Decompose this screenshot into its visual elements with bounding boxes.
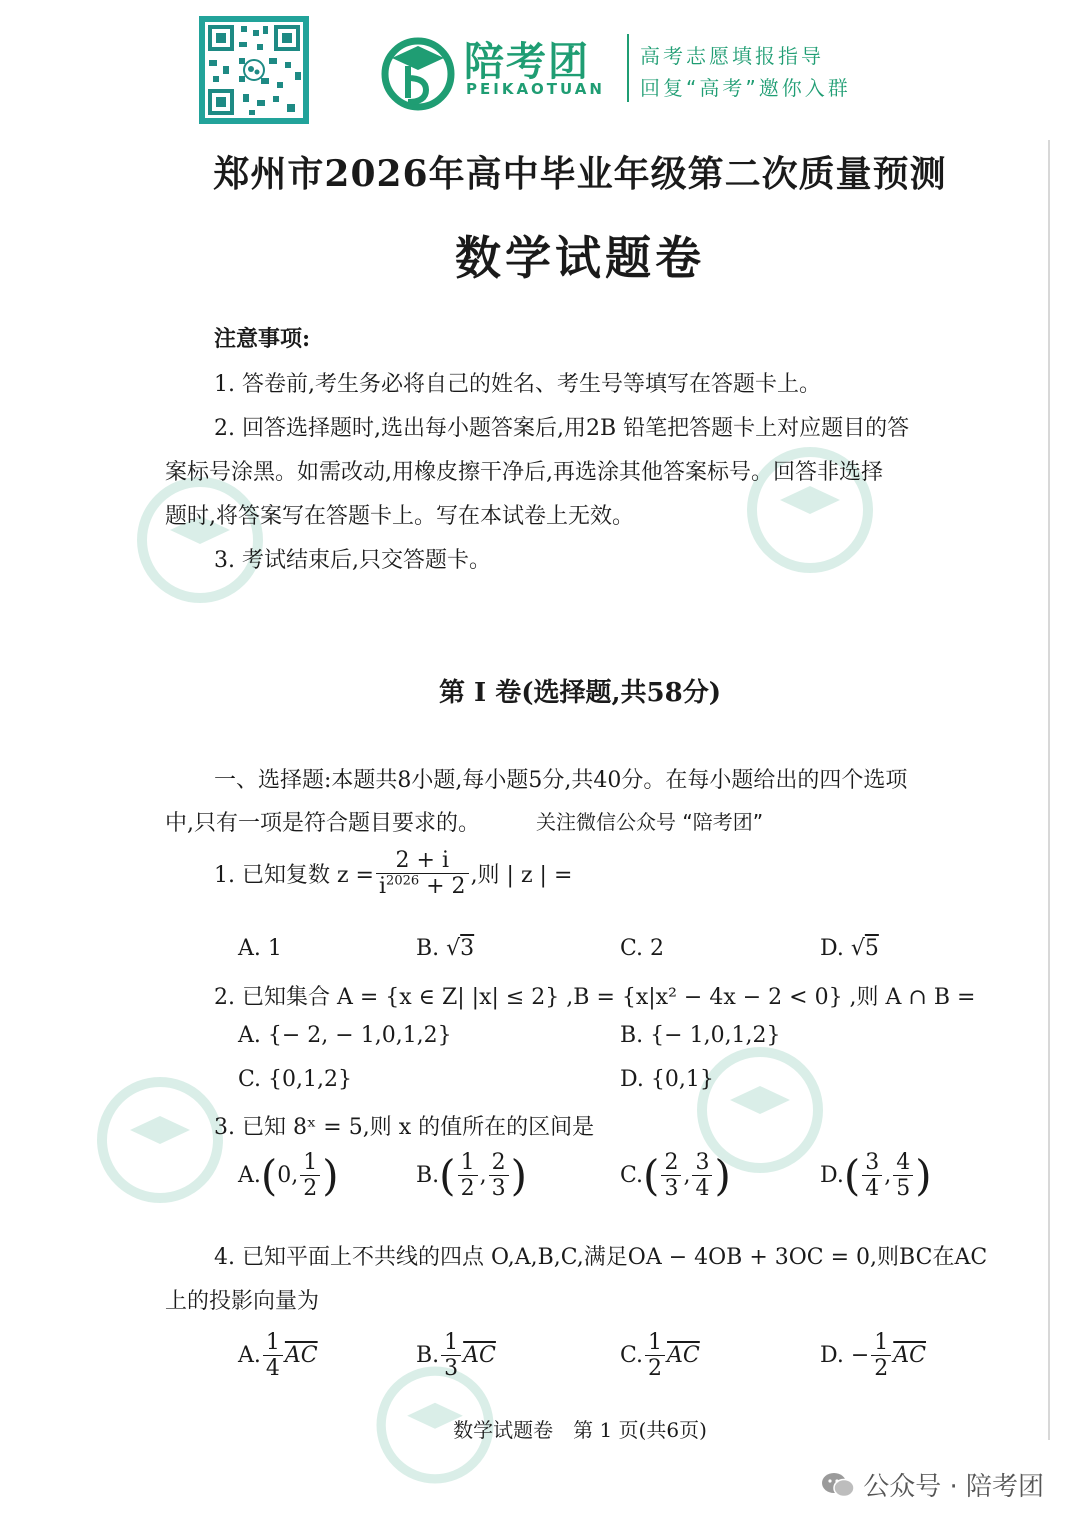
fraction-numerator: 3 [862,1150,882,1176]
brand-name-cn: 陪考团 [464,39,590,85]
right-paren: ) [915,1151,932,1201]
option-label: C. [620,1343,644,1369]
fraction-denominator: 4 [265,1356,280,1382]
coefficient-fraction [263,1330,283,1382]
option-label: D. − [820,1343,870,1369]
interval-left-fraction [661,1150,681,1202]
option-d-radicand: 5 [864,936,879,961]
left-paren: ( [260,1151,278,1201]
comma: , [479,1163,487,1189]
promo-text: 关注微信公众号 “陪考团” [536,810,764,834]
q3-option-b[interactable] [416,1150,527,1202]
fraction-numerator: 1 [441,1330,461,1356]
fraction-numerator: 1 [458,1150,478,1176]
coefficient-fraction [871,1330,891,1382]
q2-option-c[interactable]: C. {0,1,2} [238,1067,353,1092]
brand-name-en: PEIKAOTUAN [466,80,605,98]
notice-item-2-line-3: 题时,将答案写在答题卡上。写在本试卷上无效。 [165,504,634,529]
q4-option-d[interactable] [820,1330,926,1382]
option-d-prefix: D. √ [820,936,865,961]
option-label: C. [620,1163,644,1189]
notice-heading: 注意事项: [214,326,311,352]
logo-divider [627,34,629,102]
q1-option-b[interactable] [416,936,474,961]
question-2-stem: 2. 已知集合 A = {x ∈ Z| |x| ≤ 2} ,B = {x|x² − 4x − 2 < 0} ,则 A ∩ B = [214,985,976,1010]
question-1-prefix: 1. 已知复数 z = [214,863,374,889]
fraction-numerator: 1 [645,1330,665,1356]
question-1-stem [214,848,572,900]
qr-code[interactable] [199,16,309,124]
fraction-denominator: 2 [460,1176,475,1202]
comma: , [683,1163,691,1189]
comma: , [884,1163,892,1189]
fraction-denominator: 3 [664,1176,679,1202]
question-1-suffix: ,则 | z | = [470,863,573,889]
denominator-base: i [379,874,387,900]
fraction-denominator: 2 [648,1356,663,1382]
fraction-denominator: 4 [695,1176,710,1202]
q4-option-a[interactable] [238,1330,318,1382]
fraction-denominator: 2 [303,1176,318,1202]
left-paren: ( [643,1151,660,1201]
question-1-fraction [376,848,469,900]
section-title: 第 Ⅰ 卷(选择题,共58分) [438,678,722,708]
option-label: A. [238,1163,261,1189]
q4-option-b[interactable] [416,1330,496,1382]
interval-right-fraction [300,1150,320,1202]
notice-item-3: 3. 考试结束后,只交答题卡。 [214,548,491,573]
vector-ac: $\overline{AC}$ [463,1343,496,1369]
left-paren: ( [843,1151,861,1201]
question-4-stem-line-1: 4. 已知平面上不共线的四点 O,A,B,C,满足OA − 4OB + 3OC = 0,则BC在AC [214,1245,988,1270]
vector-ac: $\overline{AC}$ [667,1343,700,1369]
fraction-numerator: 2 + i [376,848,469,874]
brand-logo [378,28,623,120]
notice-item-2-line-1: 2. 回答选择题时,选出每小题答案后,用2B 铅笔把答题卡上对应题目的答 [214,416,910,441]
interval-right-fraction [692,1150,712,1202]
fraction-numerator: 1 [300,1150,320,1176]
exam-title: 郑州市2026年高中毕业年级第二次质量预测 [213,153,947,195]
coefficient-fraction [645,1330,665,1382]
option-b-radicand: 3 [460,936,475,961]
coefficient-fraction [441,1330,461,1382]
left-paren: ( [439,1151,456,1201]
fraction-denominator: 4 [865,1176,880,1202]
comma: , [291,1163,299,1189]
page-edge [1048,140,1050,1440]
interval-left-fraction [862,1150,882,1202]
section-intro-line-1: 一、选择题:本题共8小题,每小题5分,共40分。在每小题给出的四个选项 [214,768,908,793]
right-paren: ) [510,1151,527,1201]
fraction-numerator: 2 [489,1150,509,1176]
interval-left-fraction [458,1150,478,1202]
graduation-cap-icon [378,28,456,114]
watermark-text: 公众号 · 陪考团 [863,1472,1044,1502]
fraction-denominator: 5 [896,1176,911,1202]
subject-title: 数学试题卷 [455,231,705,285]
vector-ac: $\overline{AC}$ [284,1343,318,1369]
watermark-logo-icon [90,1070,230,1210]
right-paren: ) [322,1151,339,1201]
denominator-rest: + 2 [419,874,466,900]
watermark-logo-icon [130,470,270,610]
fraction-denominator: 2 [874,1356,889,1382]
option-label: A. [238,1343,261,1369]
fraction-denominator [376,874,469,899]
section-intro-line-2: 中,只有一项是符合题目要求的。 [165,811,480,836]
interval-right-fraction [489,1150,509,1202]
q1-option-c[interactable]: C. 2 [620,936,665,961]
fraction-numerator: 3 [692,1150,712,1176]
right-paren: ) [714,1151,731,1201]
vector-ac: $\overline{AC}$ [893,1343,927,1369]
notice-item-2-line-2: 案标号涂黑。如需改动,用橡皮擦干净后,再选涂其他答案标号。回答非选择 [165,460,883,485]
interval-left: 0 [277,1163,292,1189]
q4-option-c[interactable] [620,1330,700,1382]
fraction-numerator: 4 [893,1150,913,1176]
option-label: B. [416,1163,440,1189]
fraction-numerator: 1 [871,1330,891,1356]
option-label: B. [416,1343,440,1369]
wechat-icon [821,1471,855,1499]
interval-right-fraction [893,1150,913,1202]
q1-option-a[interactable]: A. 1 [238,936,282,961]
q2-option-a[interactable]: A. {− 2, − 1,0,1,2} [238,1023,452,1048]
q2-option-d[interactable]: D. {0,1} [620,1067,714,1092]
page-footer: 数学试题卷 第 1 页(共6页) [453,1418,707,1442]
question-4-stem-line-2: 上的投影向量为 [165,1289,320,1314]
denominator-exponent: 2026 [386,873,420,889]
question-3-stem: 3. 已知 8ˣ = 5,则 x 的值所在的区间是 [214,1115,595,1140]
q3-option-d[interactable] [820,1150,932,1202]
option-label: D. [820,1163,844,1189]
slogan-line-2: 回复“高考”邀你入群 [640,76,851,100]
q3-option-a[interactable] [238,1150,339,1202]
q2-option-b[interactable]: B. {− 1,0,1,2} [620,1023,781,1048]
notice-item-1: 1. 答卷前,考生务必将自己的姓名、考生号等填写在答题卡上。 [214,372,821,397]
option-b-prefix: B. √ [416,936,461,961]
q3-option-c[interactable] [620,1150,731,1202]
q1-option-d[interactable] [820,936,879,961]
fraction-denominator: 3 [444,1356,459,1382]
fraction-denominator: 3 [491,1176,506,1202]
slogan-line-1: 高考志愿填报指导 [640,44,824,68]
fraction-numerator: 2 [661,1150,681,1176]
wechat-watermark [821,1466,1044,1503]
fraction-numerator: 1 [263,1330,283,1356]
